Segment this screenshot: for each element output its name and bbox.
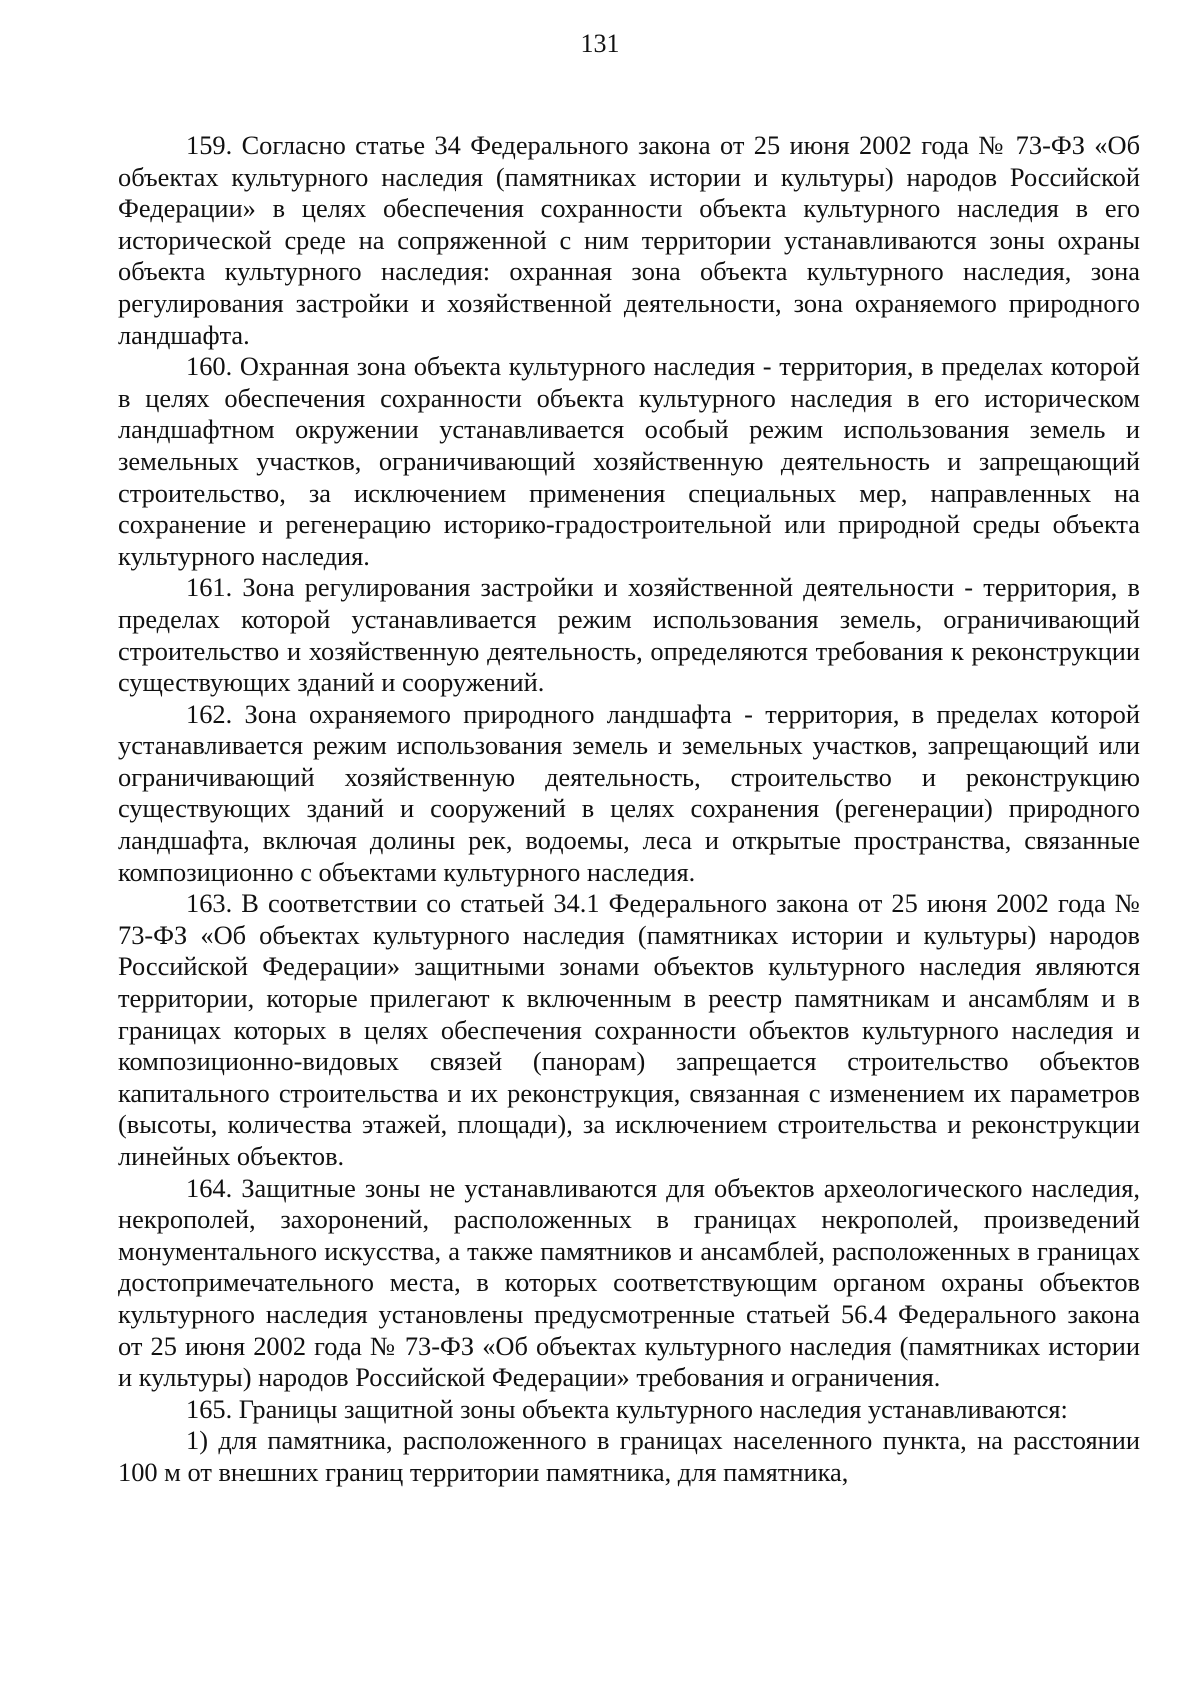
paragraph-165: 165. Границы защитной зоны объекта культурного наследия устанавливаются:: [186, 1393, 1068, 1424]
paragraph-159: 159. Согласно статье 34 Федерального закона от 25 июня 2002 года № 73-ФЗ «Об объектах культурного наследия (памятниках истории и культуры) народов Российской Федерации» в целях обеспечения сохранности объекта культурного наследия в его исторической среде на сопряженной с ним территории устанавливаются зоны охраны объекта культурного наследия: охранная зона объекта культурного наследия, зона регулирования застройки и хозяйственной деятельности, зона охраняемого природного ландшафта.: [118, 130, 1140, 350]
paragraph-161: 161. Зона регулирования застройки и хозяйственной деятельности - территория, в пределах которой устанавливается режим использования земель, ограничивающий строительство и хозяйственную деятельность, определяются требования к реконструкции существующих зданий и сооружений.: [118, 572, 1140, 698]
paragraph-164: 164. Защитные зоны не устанавливаются для объектов археологического наследия, некрополей, захоронений, расположенных в границах некрополей, произведений монументального искусства, а также памятников и ансамблей, расположенных в границах достопримечательного места, в которых соответствующим органом охраны объектов культурного наследия установлены предусмотренные статьей 56.4 Федерального закона от 25 июня 2002 года № 73-ФЗ «Об объектах культурного наследия (памятниках истории и культуры) народов Российской Федерации» требования и ограничения.: [118, 1172, 1140, 1393]
paragraph-165-item-1: 1) для памятника, расположенного в границах населенного пункта, на расстоянии 100 м от внешних границ территории памятника, для памятника,: [118, 1425, 1140, 1487]
paragraph-160: 160. Охранная зона объекта культурного наследия - территория, в пределах которой в целях обеспечения сохранности объекта культурного наследия в его историческом ландшафтном окружении устанавливается особый режим использования земель и земельных участков, ограничивающий хозяйственную деятельность и запрещающий строительство, за исключением применения специальных мер, направленных на сохранение и регенерацию историко-градостроительной или природной среды объекта культурного наследия.: [118, 351, 1140, 571]
paragraph-162: 162. Зона охраняемого природного ландшафта - территория, в пределах которой устанавливается режим использования земель и земельных участков, запрещающий или ограничивающий хозяйственную деятельность, строительство и реконструкцию существующих зданий и сооружений в целях сохранения (регенерации) природного ландшафта, включая долины рек, водоемы, леса и открытые пространства, связанные композиционно с объектами культурного наследия.: [118, 698, 1140, 887]
paragraph-163: 163. В соответствии со статьей 34.1 Федерального закона от 25 июня 2002 года № 73-ФЗ «Об объектах культурного наследия (памятниках истории и культуры) народов Российской Федерации» защитными зонами объектов культурного наследия являются территории, которые прилегают к включенным в реестр памятникам и ансамблям и в границах которых в целях обеспечения сохранности объектов культурного наследия и композиционно-видовых связей (панорам) запрещается строительство объектов капитального строительства и их реконструкция, связанная с изменением их параметров (высоты, количества этажей, площади), за исключением строительства и реконструкции линейных объектов.: [118, 888, 1140, 1171]
document-body: [118, 130, 1140, 1489]
page-number: 131: [580, 29, 620, 58]
